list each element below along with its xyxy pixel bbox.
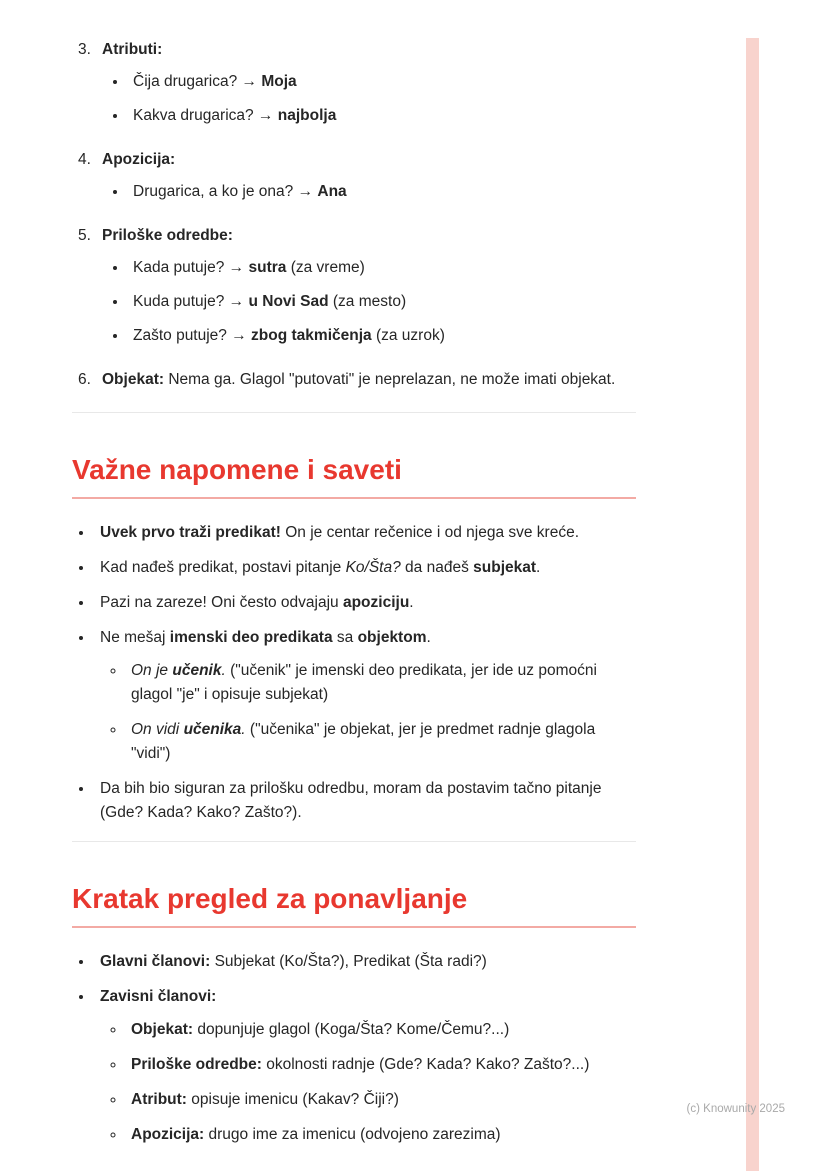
text-segment: najbolja bbox=[277, 107, 337, 125]
bullet-item bbox=[128, 324, 636, 348]
numbered-item bbox=[72, 224, 636, 348]
bullet-item bbox=[94, 521, 636, 545]
text-segment: učenika bbox=[183, 720, 242, 738]
text-segment: ("učenik" je imenski deo predikata, jer ide uz pomoćni glagol "je" i opisuje subjekat) bbox=[131, 661, 597, 703]
bullet-item bbox=[94, 950, 636, 974]
section-divider-2 bbox=[72, 841, 636, 842]
page-edge-bar bbox=[746, 38, 759, 1171]
sub-bullet-item bbox=[126, 1123, 636, 1147]
bullet-text bbox=[100, 626, 636, 650]
bullet-item bbox=[94, 591, 636, 615]
text-segment: učenik bbox=[172, 661, 222, 679]
bullet-text bbox=[100, 591, 636, 615]
text-segment: Ana bbox=[317, 183, 347, 201]
text-segment: Objekat: bbox=[102, 371, 165, 389]
text-segment: . bbox=[426, 628, 431, 646]
section-notes bbox=[72, 453, 636, 825]
text-segment: Apozicija: bbox=[102, 151, 176, 169]
text-segment: . bbox=[536, 558, 541, 576]
text-segment: imenski deo predikata bbox=[169, 628, 333, 646]
bullet-text bbox=[100, 556, 636, 580]
bullet-item bbox=[128, 180, 636, 204]
section-divider-1 bbox=[72, 412, 636, 413]
text-segment: Da bih bio siguran za prilošku odredbu, moram da postavim tačno pitanje (Gde? Kada? Kako? Zašto?). bbox=[100, 779, 602, 821]
text-segment: ("učenika" je objekat, jer je predmet radnje glagola "vidi") bbox=[131, 720, 596, 762]
item-text bbox=[102, 368, 636, 392]
item-bullet-list bbox=[102, 180, 636, 204]
text-segment: sa bbox=[332, 628, 358, 646]
section-title-review: Kratak pregled za ponavljanje bbox=[72, 882, 636, 928]
section-review-bullets bbox=[72, 950, 636, 1147]
watermark: (c) Knowunity 2025 bbox=[686, 1103, 785, 1115]
text-segment: Nema ga. Glagol "putovati" je neprelazan, ne može imati objekat. bbox=[164, 371, 616, 389]
bullet-text bbox=[100, 521, 636, 545]
text-segment: apoziciju bbox=[342, 593, 410, 611]
item-text bbox=[102, 224, 636, 248]
text-segment: On vidi bbox=[131, 720, 184, 738]
sub-bullet-list bbox=[100, 1018, 636, 1147]
sub-bullet-item bbox=[126, 1088, 636, 1112]
item-body bbox=[102, 148, 636, 204]
text-segment: Subjekat (Ko/Šta?), Predikat (Šta radi?) bbox=[210, 952, 487, 970]
text-segment: sutra bbox=[248, 259, 287, 277]
document-content bbox=[72, 38, 636, 1158]
numbered-item bbox=[72, 38, 636, 128]
bullet-text bbox=[100, 777, 636, 825]
text-segment: Zavisni članovi: bbox=[100, 987, 217, 1005]
item-number: 5. bbox=[78, 227, 91, 245]
item-body bbox=[102, 368, 636, 392]
text-segment: (za vreme) bbox=[286, 259, 365, 277]
text-segment: Kakva drugarica? → bbox=[133, 107, 278, 125]
bullet-item bbox=[94, 556, 636, 580]
sub-bullet-list bbox=[100, 659, 636, 766]
item-body bbox=[102, 224, 636, 348]
bullet-text bbox=[100, 985, 636, 1009]
section-title-notes: Važne napomene i saveti bbox=[72, 453, 636, 499]
text-segment: (za mesto) bbox=[328, 293, 407, 311]
text-segment: Uvek prvo traži predikat! bbox=[100, 523, 281, 541]
text-segment: Zašto putuje? → bbox=[133, 327, 252, 345]
item-text bbox=[102, 148, 636, 172]
text-segment: zbog takmičenja bbox=[251, 327, 372, 345]
section-notes-bullets bbox=[72, 521, 636, 825]
text-segment: Kuda putuje? → bbox=[133, 293, 249, 311]
text-segment: da nađeš bbox=[400, 558, 474, 576]
item-number: 6. bbox=[78, 371, 91, 389]
sub-bullet-item bbox=[126, 659, 636, 707]
text-segment: On je bbox=[131, 661, 173, 679]
text-segment: Objekat: bbox=[131, 1020, 194, 1038]
sub-bullet-item bbox=[126, 1018, 636, 1042]
text-segment: Kada putuje? → bbox=[133, 259, 249, 277]
text-segment: Priloške odredbe: bbox=[131, 1055, 262, 1073]
text-segment: Ne mešaj bbox=[100, 628, 170, 646]
text-segment: opisuje imenicu (Kakav? Čiji?) bbox=[186, 1090, 399, 1108]
text-segment: . bbox=[409, 593, 414, 611]
text-segment: drugo ime za imenicu (odvojeno zarezima) bbox=[204, 1125, 501, 1143]
text-segment: Čija drugarica? → bbox=[133, 73, 262, 91]
item-body bbox=[102, 38, 636, 128]
text-segment: Atributi: bbox=[102, 41, 163, 58]
text-segment: objektom bbox=[357, 628, 427, 646]
sub-bullet-item bbox=[126, 718, 636, 766]
text-segment: Atribut: bbox=[131, 1090, 187, 1108]
numbered-item bbox=[72, 148, 636, 204]
text-segment: (za uzrok) bbox=[371, 327, 445, 345]
item-number: 3. bbox=[78, 41, 91, 58]
numbered-item bbox=[72, 368, 636, 392]
bullet-item bbox=[128, 290, 636, 314]
text-segment: Kad nađeš predikat, postavi pitanje bbox=[100, 558, 346, 576]
bullet-item bbox=[94, 626, 636, 766]
item-number: 4. bbox=[78, 151, 91, 169]
text-segment: Apozicija: bbox=[131, 1125, 205, 1143]
bullet-item bbox=[94, 985, 636, 1147]
text-segment: On je centar rečenice i od njega sve kreće. bbox=[280, 523, 580, 541]
text-segment: Pazi na zareze! Oni često odvajaju bbox=[100, 593, 343, 611]
item-text bbox=[102, 38, 636, 62]
bullet-item bbox=[128, 256, 636, 280]
text-segment: Ko/Šta? bbox=[345, 558, 401, 576]
bullet-item bbox=[94, 777, 636, 825]
item-bullet-list bbox=[102, 70, 636, 128]
text-segment: . bbox=[221, 661, 226, 679]
text-segment: Priloške odredbe: bbox=[102, 227, 233, 245]
sub-bullet-item bbox=[126, 1053, 636, 1077]
section-review bbox=[72, 882, 636, 1147]
bullet-text bbox=[100, 950, 636, 974]
text-segment: okolnosti radnje (Gde? Kada? Kako? Zašto?...) bbox=[261, 1055, 590, 1073]
text-segment: u Novi Sad bbox=[248, 293, 329, 311]
bullet-item bbox=[128, 70, 636, 94]
text-segment: Drugarica, a ko je ona? → bbox=[133, 183, 318, 201]
numbered-list bbox=[72, 38, 636, 392]
bullet-item bbox=[128, 104, 636, 128]
text-segment: subjekat bbox=[473, 558, 537, 576]
text-segment: . bbox=[241, 720, 246, 738]
text-segment: Moja bbox=[261, 73, 297, 91]
text-segment: Glavni članovi: bbox=[100, 952, 211, 970]
item-bullet-list bbox=[102, 256, 636, 348]
text-segment: dopunjuje glagol (Koga/Šta? Kome/Čemu?...) bbox=[193, 1020, 510, 1038]
